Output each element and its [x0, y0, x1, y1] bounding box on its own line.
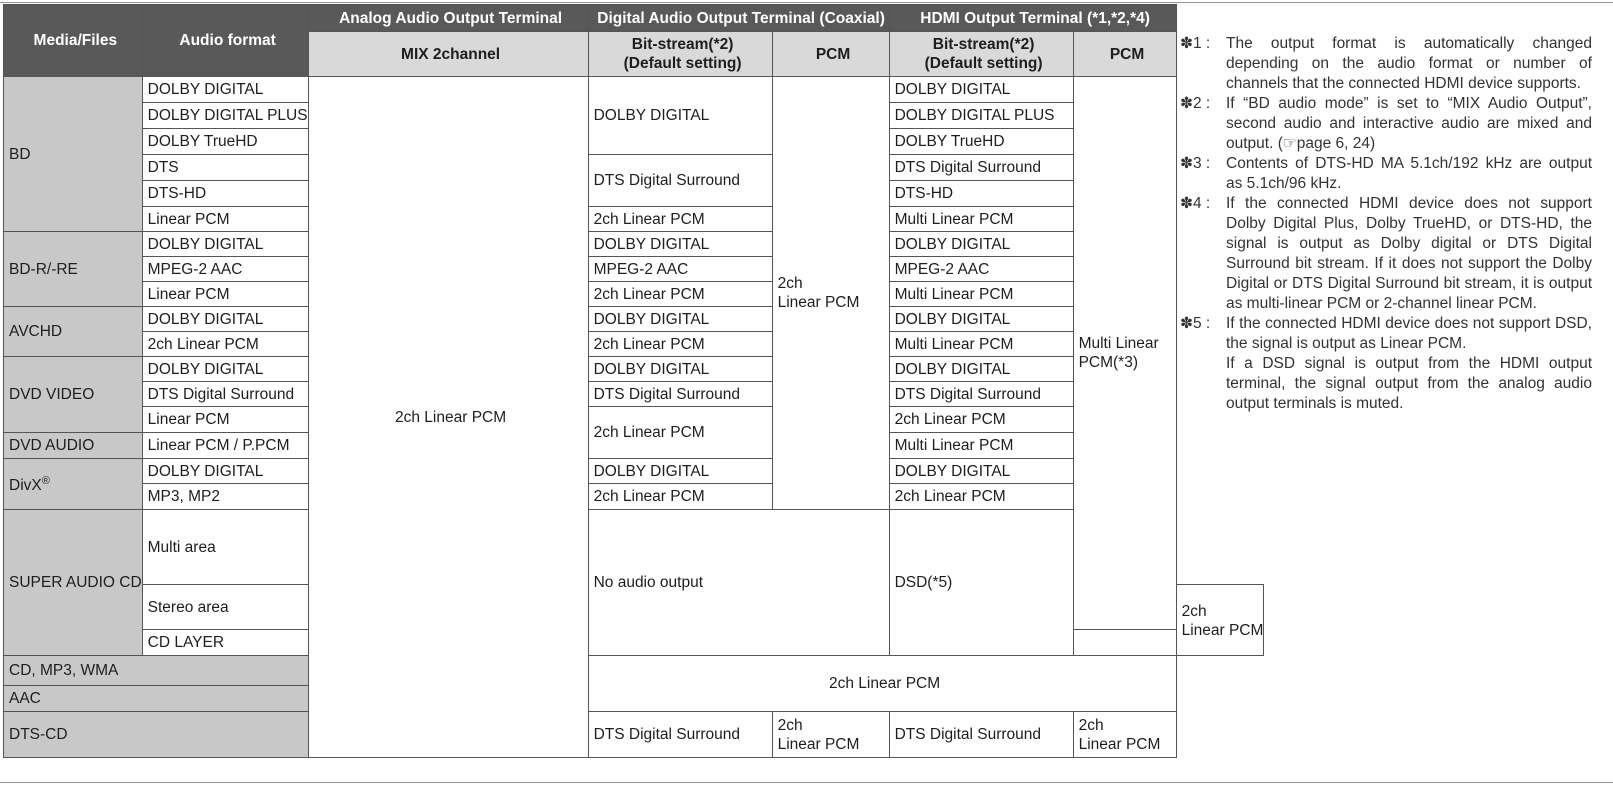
hdmi-bitstream-cell: DOLBY TrueHD [889, 129, 1073, 155]
coax-bitstream-cell: 2ch Linear PCM [588, 484, 772, 510]
hdmi-bitstream-cell: Multi Linear PCM [889, 433, 1073, 459]
header-analog: Analog Audio Output Terminal [308, 5, 588, 32]
coax-bitstream-cell: 2ch Linear PCM [588, 332, 772, 357]
format-cell: MP3, MP2 [142, 484, 308, 510]
format-cell: Stereo area [142, 585, 308, 630]
hdmi-bitstream-cell: Multi Linear PCM [889, 207, 1073, 232]
no-audio-output-cell: No audio output [588, 510, 889, 656]
coax-bitstream-cell: DOLBY DIGITAL [588, 77, 772, 155]
format-cell: DOLBY DIGITAL [142, 459, 308, 484]
format-cell: Linear PCM [142, 207, 308, 232]
header-hdmi-pcm: PCM [1073, 32, 1176, 77]
coax-bitstream-cell: DTS Digital Surround [588, 382, 772, 407]
footnote-text-para: If the connected HDMI device does not support DSD, the signal is output as Linear PCM. [1226, 315, 1592, 352]
media-cd-mp3-wma: CD, MP3, WMA [4, 656, 309, 686]
footnote-text: The output format is automatically changed depending on the audio format or number of channels that the connected HDMI device supports. [1226, 35, 1592, 92]
footnote-mark: ✽4 : [1180, 195, 1211, 212]
header-media: Media/Files [4, 5, 143, 77]
coax-bitstream-cell: DOLBY DIGITAL [588, 232, 772, 257]
footnote-text: If “BD audio mode” is set to “MIX Audio Output”, second audio and interactive audio are mixed and output. (☞page 6, 24) [1226, 95, 1592, 152]
media-avchd: AVCHD [4, 307, 143, 357]
footnote-mark: ✽3 : [1180, 155, 1211, 172]
format-cell: 2ch Linear PCM [142, 332, 308, 357]
analog-output-cell: 2ch Linear PCM [308, 77, 588, 758]
coax-bitstream-cell: DTS Digital Surround [588, 155, 772, 207]
footnote-mark: ✽1 : [1180, 35, 1211, 52]
dtscd-hdmi-pcm: 2ch Linear PCM [1073, 712, 1176, 758]
media-bd: BD [4, 77, 143, 232]
header-digital-coaxial: Digital Audio Output Terminal (Coaxial) [588, 5, 889, 32]
hdmi-bitstream-cell: Multi Linear PCM [889, 332, 1073, 357]
top-rule [0, 2, 1613, 3]
coax-bitstream-cell: 2ch Linear PCM [588, 407, 772, 459]
coax-bitstream-cell: DOLBY DIGITAL [588, 357, 772, 382]
format-cell: Multi area [142, 510, 308, 585]
coax-bitstream-cell: DOLBY DIGITAL [588, 307, 772, 332]
coax-pcm-cell: 2ch Linear PCM [772, 77, 889, 510]
footnote-5 [1180, 314, 1592, 414]
header-coax-bitstream: Bit-stream(*2) (Default setting) [588, 32, 772, 77]
footnote-3 [1180, 154, 1592, 194]
header-hdmi-bitstream: Bit-stream(*2) (Default setting) [889, 32, 1073, 77]
hdmi-bitstream-cell: 2ch Linear PCM [889, 484, 1073, 510]
format-cell: DOLBY DIGITAL [142, 357, 308, 382]
footnote-2 [1180, 94, 1592, 154]
hdmi-bitstream-cell: DTS Digital Surround [889, 382, 1073, 407]
format-cell: Linear PCM [142, 282, 308, 307]
format-cell: DTS-HD [142, 181, 308, 207]
dtscd-hdmi-bitstream: DTS Digital Surround [889, 712, 1073, 758]
media-dts-cd: DTS-CD [4, 712, 309, 758]
hdmi-bitstream-cell: DOLBY DIGITAL PLUS [889, 103, 1073, 129]
format-cell: Linear PCM / P.PCM [142, 433, 308, 459]
hdmi-pcm-stereo-cell: 2ch Linear PCM [1176, 585, 1264, 656]
format-cell: DTS [142, 155, 308, 181]
format-cell: DOLBY DIGITAL PLUS [142, 103, 308, 129]
hdmi-bitstream-cell: 2ch Linear PCM [889, 407, 1073, 433]
bottom-rule [0, 782, 1613, 783]
hdmi-bitstream-cell: DOLBY DIGITAL [889, 232, 1073, 257]
hdmi-bitstream-cell: DOLBY DIGITAL [889, 357, 1073, 382]
media-super-audio-cd: SUPER AUDIO CD [4, 510, 143, 656]
footnote-1 [1180, 34, 1592, 94]
media-bd-r-re: BD-R/-RE [4, 232, 143, 307]
hdmi-bitstream-cell: DOLBY DIGITAL [889, 307, 1073, 332]
header-audio-format: Audio format [142, 5, 308, 77]
hdmi-bitstream-cell: DOLBY DIGITAL [889, 77, 1073, 103]
header-coax-pcm: PCM [772, 32, 889, 77]
format-cell: MPEG-2 AAC [142, 257, 308, 282]
coax-bitstream-cell: DOLBY DIGITAL [588, 459, 772, 484]
coax-bitstream-cell: 2ch Linear PCM [588, 282, 772, 307]
media-dvd-audio: DVD AUDIO [4, 433, 143, 459]
media-dvd-video: DVD VIDEO [4, 357, 143, 433]
footnotes [1180, 34, 1592, 414]
hdmi-pcm-cell: Multi Linear PCM(*3) [1073, 77, 1176, 630]
registered-mark: ® [41, 475, 50, 488]
footnote-text [1226, 314, 1592, 414]
header-mix-2channel: MIX 2channel [308, 32, 588, 77]
footnote-mark: ✽2 : [1180, 95, 1211, 112]
footnote-mark: ✽5 : [1180, 315, 1211, 332]
footnote-4 [1180, 194, 1592, 314]
coax-bitstream-cell: 2ch Linear PCM [588, 207, 772, 232]
format-cell: DOLBY DIGITAL [142, 232, 308, 257]
dsd-cell: DSD(*5) [889, 510, 1073, 656]
footnote-text: If the connected HDMI device does not support Dolby Digital Plus, Dolby TrueHD, or DTS-HD, the signal is output as Dolby digital or DTS Digital Surround bit stream. If it does not support the Dolby Digital or DTS Digital Surround bit stream, it is output as multi-linear PCM or 2-channel linear PCM. [1226, 195, 1592, 312]
coax-bitstream-cell: MPEG-2 AAC [588, 257, 772, 282]
bottom-2ch-linear-pcm: 2ch Linear PCM [588, 656, 1176, 712]
media-aac: AAC [4, 686, 309, 712]
hdmi-bitstream-cell: DTS Digital Surround [889, 155, 1073, 181]
header-hdmi: HDMI Output Terminal (*1,*2,*4) [889, 5, 1176, 32]
footnote-text: Contents of DTS-HD MA 5.1ch/192 kHz are output as 5.1ch/96 kHz. [1226, 155, 1592, 192]
hdmi-bitstream-cell: MPEG-2 AAC [889, 257, 1073, 282]
audio-output-table [3, 4, 1264, 758]
hdmi-bitstream-cell: Multi Linear PCM [889, 282, 1073, 307]
hdmi-bitstream-cell: DTS-HD [889, 181, 1073, 207]
format-cell: CD LAYER [142, 630, 308, 656]
format-cell: DTS Digital Surround [142, 382, 308, 407]
format-cell: DOLBY DIGITAL [142, 307, 308, 332]
media-divx: DivX® [4, 459, 143, 510]
hdmi-bitstream-cell: DOLBY DIGITAL [889, 459, 1073, 484]
format-cell: DOLBY DIGITAL [142, 77, 308, 103]
dtscd-coax-pcm: 2ch Linear PCM [772, 712, 889, 758]
format-cell: DOLBY TrueHD [142, 129, 308, 155]
dtscd-coax-bitstream: DTS Digital Surround [588, 712, 772, 758]
footnote-text-para: If a DSD signal is output from the HDMI output terminal, the signal output from the analog audio output terminals is muted. [1226, 355, 1592, 412]
format-cell: Linear PCM [142, 407, 308, 433]
